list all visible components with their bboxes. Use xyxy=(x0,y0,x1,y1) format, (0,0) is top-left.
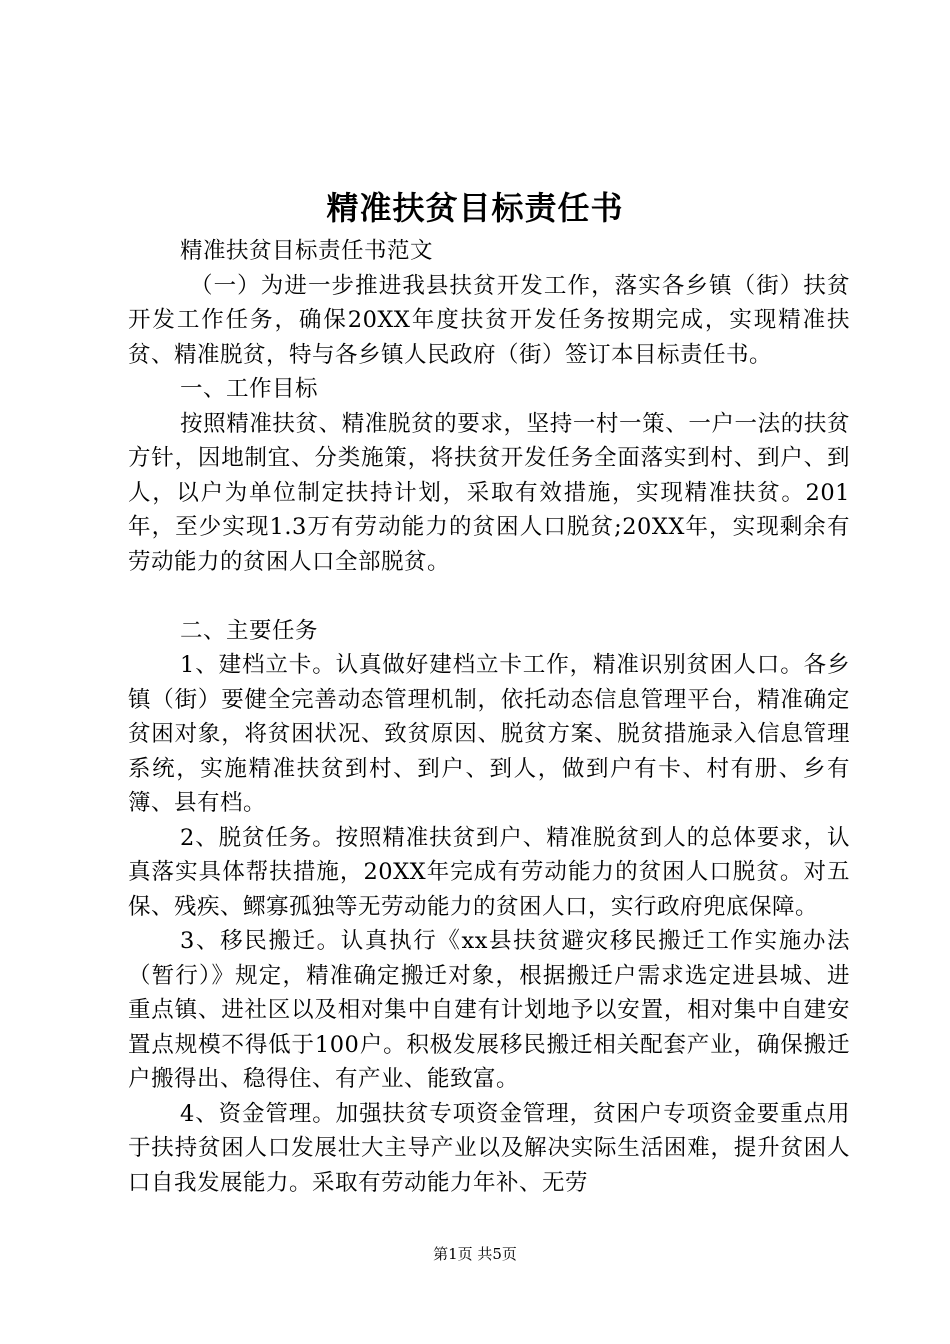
subtitle-paragraph: 精准扶贫目标责任书范文 xyxy=(180,238,434,264)
goals-paragraph: 按照精准扶贫、精准脱贫的要求，坚持一村一策、一户一法的扶贫方针，因地制宜、分类施策，将扶贫开发任务全面落实到村、到户、到人，以户为单位制定扶持计划，采取有效措施，实现精准扶贫。201年，至少实现1.3万有劳动能力的贫困人口脱贫;20XX年，实现剩余有劳动能力的贫困人口全部脱贫。 xyxy=(128,410,850,575)
document-title: 精准扶贫目标责任书 xyxy=(326,189,624,227)
task-paragraph-2: 2、脱贫任务。按照精准扶贫到户、精准脱贫到人的总体要求，认真落实具体帮扶措施，20XX年完成有劳动能力的贫困人口脱贫。对五保、残疾、鳏寡孤独等无劳动能力的贫困人口，实行政府兜底保障。 xyxy=(128,824,850,920)
page-footer: 第1页 共5页 xyxy=(433,1245,517,1263)
section-heading-tasks: 二、主要任务 xyxy=(180,617,319,644)
paragraph-gap xyxy=(128,579,850,614)
task-paragraph-1: 1、建档立卡。认真做好建档立卡工作，精准识别贫困人口。各乡镇（街）要健全完善动态管理机制，依托动态信息管理平台，精准确定贫困对象，将贫困状况、致贫原因、脱贫方案、脱贫措施录入信息管理系统，实施精准扶贫到村、到户、到人，做到户有卡、村有册、乡有簿、县有档。 xyxy=(128,652,850,816)
task-paragraph-3: 3、移民搬迁。认真执行《xx县扶贫避灾移民搬迁工作实施办法（暂行）》规定，精准确定搬迁对象，根据搬迁户需求选定进县城、进重点镇、进社区以及相对集中自建有计划地予以安置，相对集中自建安置点规模不得低于100户。积极发展移民搬迁相关配套产业，确保搬迁户搬得出、稳得住、有产业、能致富。 xyxy=(128,928,850,1092)
document-body xyxy=(128,234,850,1200)
section-heading-goals: 一、工作目标 xyxy=(180,376,319,402)
intro-paragraph: （一）为进一步推进我县扶贫开发工作，落实各乡镇（街）扶贫开发工作任务，确保20XX年度扶贫开发任务按期完成，实现精准扶贫、精准脱贫，特与各乡镇人民政府（街）签订本目标责任书。 xyxy=(128,272,850,368)
task-paragraph-4: 4、资金管理。加强扶贫专项资金管理，贫困户专项资金要重点用于扶持贫困人口发展壮大主导产业以及解决实际生活困难，提升贫困人口自我发展能力。采取有劳动能力年补、无劳 xyxy=(128,1100,850,1196)
